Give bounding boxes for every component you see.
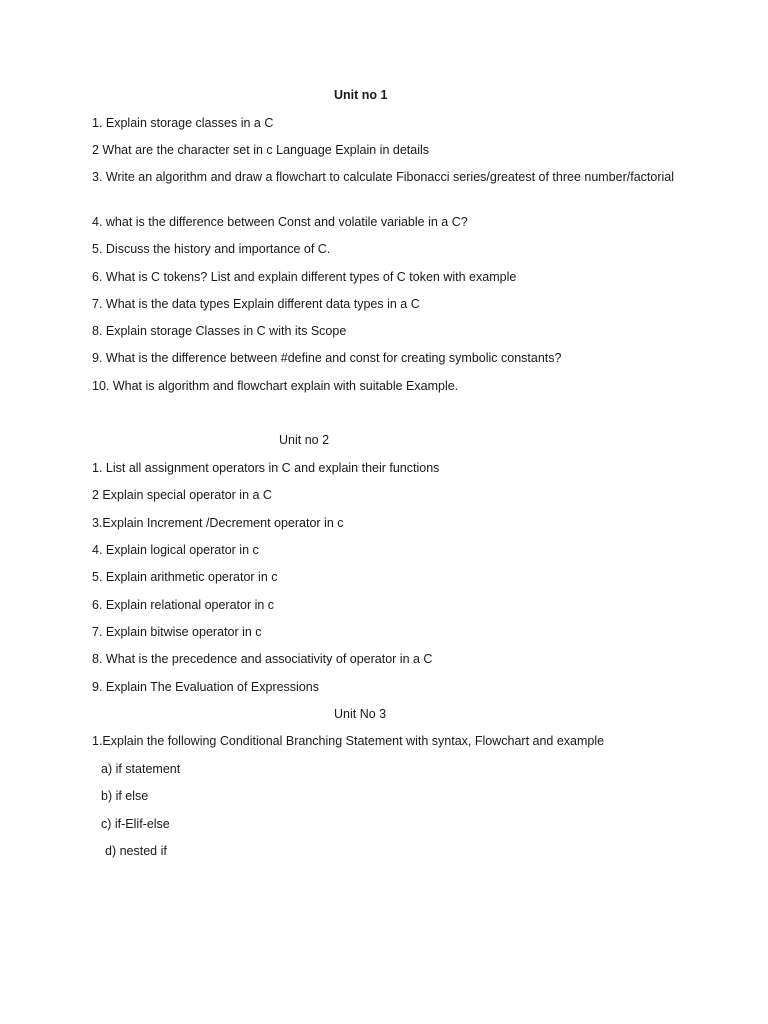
unit-1-question-3: 3. Write an algorithm and draw a flowchart to calculate Fibonacci series/greatest of three number/factorial [92, 170, 674, 184]
unit-3-question-1: 1.Explain the following Conditional Branching Statement with syntax, Flowchart and example [92, 734, 605, 748]
unit-3-subitem-c: c) if-Elif-else [101, 817, 170, 831]
unit-1-question-10: 10. What is algorithm and flowchart explain with suitable Example. [92, 379, 459, 393]
unit-2-heading: Unit no 2 [279, 433, 330, 447]
unit-2-question-6: 6. Explain relational operator in c [92, 598, 275, 612]
unit-2-question-5: 5. Explain arithmetic operator in c [92, 570, 278, 584]
unit-1-question-1: 1. Explain storage classes in a C [92, 116, 274, 130]
unit-1-question-2: 2 What are the character set in c Language Explain in details [92, 143, 430, 157]
unit-1-question-8: 8. Explain storage Classes in C with its Scope [92, 324, 347, 338]
unit-1-question-4: 4. what is the difference between Const and volatile variable in a C? [92, 215, 468, 229]
unit-3-subitem-d: d) nested if [105, 844, 167, 858]
unit-2-question-2: 2 Explain special operator in a C [92, 488, 272, 502]
unit-2-question-3: 3.Explain Increment /Decrement operator in c [92, 516, 344, 530]
unit-2-question-1: 1. List all assignment operators in C and explain their functions [92, 461, 440, 475]
unit-2-question-4: 4. Explain logical operator in c [92, 543, 259, 557]
unit-3-subitem-a: a) if statement [101, 762, 181, 776]
unit-1-question-5: 5. Discuss the history and importance of C. [92, 242, 331, 256]
unit-3-subitem-b: b) if else [101, 789, 149, 803]
unit-2-question-8: 8. What is the precedence and associativity of operator in a C [92, 652, 433, 666]
unit-1-question-7: 7. What is the data types Explain different data types in a C [92, 297, 420, 311]
unit-1-question-9: 9. What is the difference between #define and const for creating symbolic constants? [92, 351, 562, 365]
unit-2-question-9: 9. Explain The Evaluation of Expressions [92, 680, 319, 694]
unit-1-question-6: 6. What is C tokens? List and explain different types of C token with example [92, 270, 517, 284]
unit-1-heading: Unit no 1 [334, 88, 388, 102]
unit-3-heading: Unit No 3 [334, 707, 387, 721]
unit-2-question-7: 7. Explain bitwise operator in c [92, 625, 262, 639]
